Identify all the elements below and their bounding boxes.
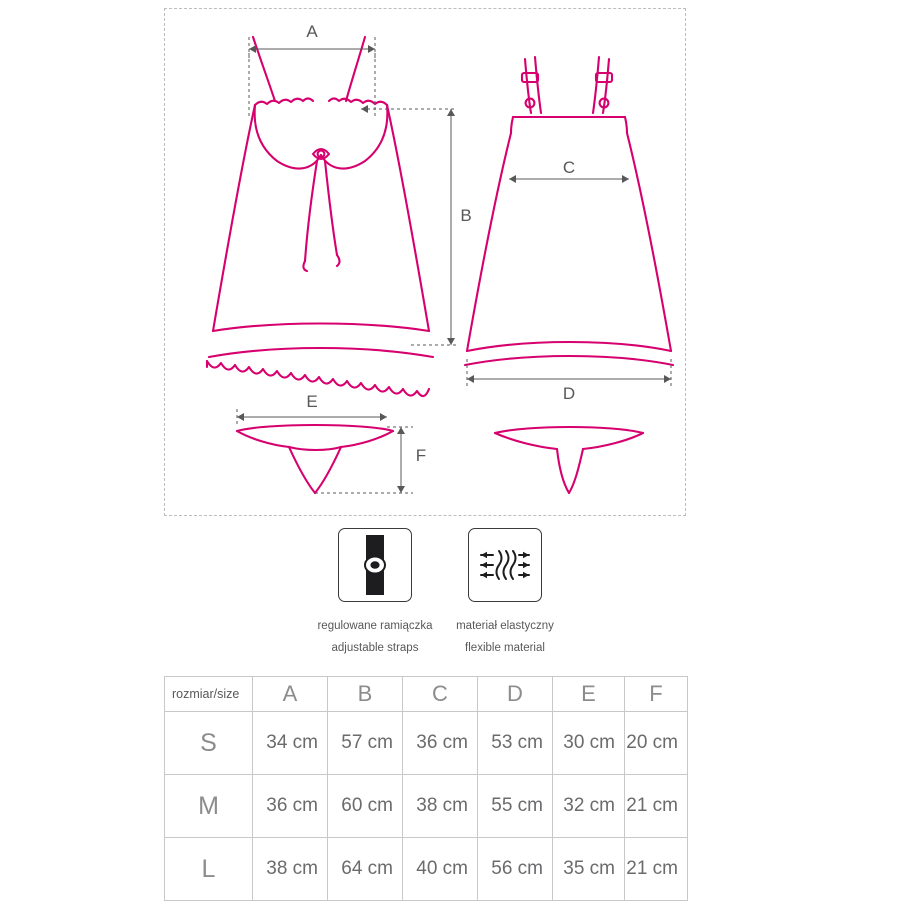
size-table-header-f: F xyxy=(625,677,688,712)
dimension-c-label: C xyxy=(562,158,576,177)
size-table-header-b: B xyxy=(328,677,403,712)
table-row xyxy=(165,775,688,838)
garment-diagram-panel xyxy=(164,8,686,516)
cell-s-d: 53 cm xyxy=(478,712,553,775)
chemise-front-illustration xyxy=(207,37,433,396)
cell-s-a: 34 cm xyxy=(253,712,328,775)
adjustable-strap-icon-svg xyxy=(339,529,411,601)
flexible-material-icon-svg xyxy=(469,529,541,601)
size-label-s: S xyxy=(165,712,253,775)
cell-s-c: 36 cm xyxy=(403,712,478,775)
feature-adjustable-straps xyxy=(300,528,450,660)
cell-l-a: 38 cm xyxy=(253,838,328,901)
size-table-header-label: rozmiar/size xyxy=(165,677,253,712)
feature-flexible-material xyxy=(430,528,580,660)
size-table-header-row xyxy=(165,677,688,712)
cell-s-e: 30 cm xyxy=(553,712,625,775)
cell-m-c: 38 cm xyxy=(403,775,478,838)
thong-front-illustration xyxy=(237,425,393,493)
cell-m-e: 32 cm xyxy=(553,775,625,838)
size-table-header-e: E xyxy=(553,677,625,712)
garment-diagram-svg xyxy=(165,9,685,515)
size-label-l: L xyxy=(165,838,253,901)
cell-s-f: 20 cm xyxy=(625,712,688,775)
flexible-material-icon xyxy=(468,528,542,602)
dimension-e-label: E xyxy=(306,392,318,411)
dimension-b xyxy=(361,105,457,345)
cell-m-a: 36 cm xyxy=(253,775,328,838)
cell-s-b: 57 cm xyxy=(328,712,403,775)
feature-icons xyxy=(300,528,600,668)
cell-m-f: 21 cm xyxy=(625,775,688,838)
table-row xyxy=(165,712,688,775)
feature-flexible-material-caption-pl: materiał elastyczny xyxy=(456,620,554,632)
cell-m-d: 55 cm xyxy=(478,775,553,838)
cell-l-c: 40 cm xyxy=(403,838,478,901)
cell-l-b: 64 cm xyxy=(328,838,403,901)
table-row xyxy=(165,838,688,901)
dimension-d xyxy=(467,359,671,387)
thong-back-illustration xyxy=(495,427,643,493)
cell-l-d: 56 cm xyxy=(478,838,553,901)
dimension-a-label: A xyxy=(306,22,318,41)
dimension-f xyxy=(315,427,413,493)
feature-flexible-material-caption-en: flexible material xyxy=(465,641,545,654)
dimension-d-label: D xyxy=(562,384,576,403)
size-table-header-c: C xyxy=(403,677,478,712)
cell-l-f: 21 cm xyxy=(625,838,688,901)
size-label-m: M xyxy=(165,775,253,838)
cell-m-b: 60 cm xyxy=(328,775,403,838)
dimension-f-label: F xyxy=(415,446,427,465)
feature-adjustable-straps-caption-en: adjustable straps xyxy=(331,641,419,654)
size-table xyxy=(164,676,688,901)
size-table-header-a: A xyxy=(253,677,328,712)
dimension-b-label: B xyxy=(460,206,472,225)
feature-adjustable-straps-caption-pl: regulowane ramiączka xyxy=(317,620,433,632)
adjustable-strap-icon xyxy=(338,528,412,602)
cell-l-e: 35 cm xyxy=(553,838,625,901)
chemise-back-illustration xyxy=(465,57,673,365)
size-table-header-d: D xyxy=(478,677,553,712)
